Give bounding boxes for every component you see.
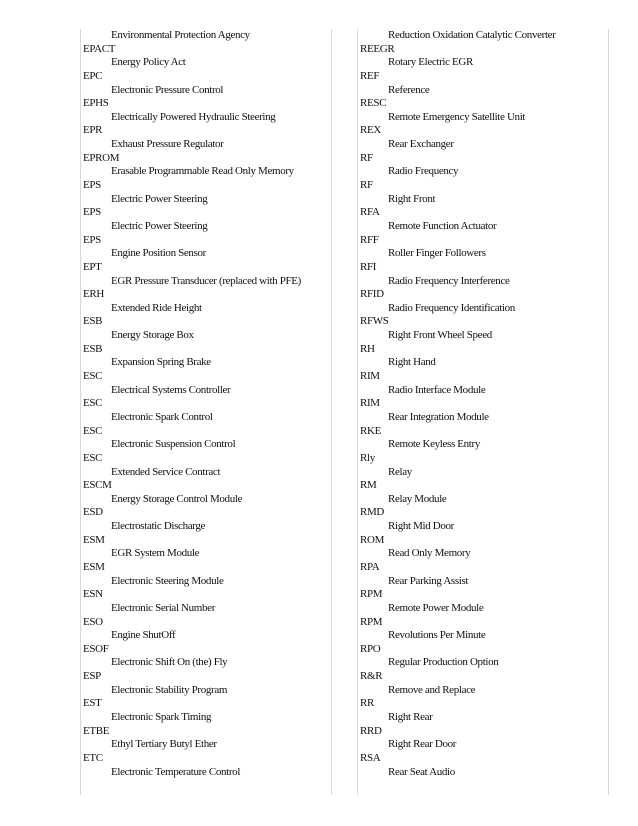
glossary-abbreviation: RPA — [360, 560, 380, 573]
glossary-abbreviation: RKE — [360, 424, 381, 437]
glossary-definition: Energy Policy Act — [111, 56, 186, 69]
glossary-definition: Electronic Stability Program — [111, 683, 228, 696]
glossary-definition: Energy Storage Control Module — [111, 492, 243, 505]
glossary-abbreviation: RM — [360, 479, 377, 492]
glossary-lines-right — [360, 29, 609, 779]
glossary-definition: Electric Power Steering — [111, 219, 208, 232]
glossary-abbreviation: RH — [360, 342, 375, 355]
glossary-definition: EGR Pressure Transducer (replaced with PFE) — [111, 274, 301, 287]
glossary-definition: Electronic Steering Module — [111, 574, 224, 587]
glossary-abbreviation: ESB — [83, 342, 103, 355]
glossary-abbreviation: RR — [360, 697, 374, 710]
glossary-definition: EGR System Module — [111, 547, 200, 560]
glossary-definition: Right Rear — [388, 711, 433, 724]
glossary-abbreviation: RPM — [360, 588, 383, 601]
glossary-definition: Electronic Pressure Control — [111, 83, 224, 96]
glossary-abbreviation: RFF — [360, 233, 379, 246]
glossary-definition: Radio Interface Module — [388, 383, 486, 396]
glossary-lines-left — [83, 29, 332, 779]
glossary-abbreviation: RF — [360, 179, 373, 192]
glossary-abbreviation: ESM — [83, 533, 105, 546]
glossary-definition: Remove and Replace — [388, 683, 476, 696]
glossary-abbreviation: ESCM — [83, 479, 112, 492]
glossary-definition: Remote Emergency Satellite Unit — [388, 110, 526, 123]
glossary-abbreviation: REX — [360, 124, 381, 137]
glossary-definition: Electronic Serial Number — [111, 601, 216, 614]
glossary-abbreviation: RFA — [360, 206, 380, 219]
glossary-definition: Remote Keyless Entry — [388, 438, 480, 451]
glossary-abbreviation: REF — [360, 69, 380, 82]
glossary-definition: Revolutions Per Minute — [388, 629, 486, 642]
glossary-definition: Radio Frequency Identification — [388, 301, 515, 314]
glossary-definition: Rotary Electric EGR — [388, 56, 473, 69]
glossary-definition: Electrostatic Discharge — [111, 520, 206, 533]
glossary-definition: Electronic Spark Control — [111, 410, 213, 423]
glossary-definition: Rear Parking Assist — [388, 574, 469, 587]
glossary-abbreviation: RF — [360, 151, 373, 164]
glossary-abbreviation: EPC — [83, 69, 103, 82]
glossary-abbreviation: RPO — [360, 642, 381, 655]
glossary-definition: Remote Function Actuator — [388, 219, 497, 232]
glossary-definition: Expansion Spring Brake — [111, 356, 211, 369]
glossary-abbreviation: ETC — [83, 751, 103, 764]
glossary-abbreviation: ESD — [83, 506, 103, 519]
glossary-definition: Engine Position Sensor — [111, 247, 206, 260]
glossary-abbreviation: EPS — [83, 233, 101, 246]
glossary-definition: Extended Service Contract — [111, 465, 221, 478]
glossary-definition: Extended Ride Height — [111, 301, 202, 314]
glossary-definition: Regular Production Option — [388, 656, 499, 669]
glossary-column-right — [357, 29, 609, 795]
glossary-definition: Right Hand — [388, 356, 436, 369]
glossary-abbreviation: RIM — [360, 397, 380, 410]
glossary-definition: Rear Exchanger — [388, 138, 454, 151]
glossary-definition: Right Front — [388, 192, 436, 205]
glossary-abbreviation: EPR — [83, 124, 103, 137]
glossary-abbreviation: R&R — [360, 670, 383, 683]
glossary-abbreviation: ESC — [83, 424, 103, 437]
glossary-abbreviation: RFI — [360, 260, 377, 273]
glossary-abbreviation: ESC — [83, 397, 103, 410]
glossary-abbreviation: RFWS — [360, 315, 389, 328]
glossary-definition: Relay — [388, 465, 412, 478]
glossary-definition: Electrically Powered Hydraulic Steering — [111, 110, 276, 123]
glossary-abbreviation: ESN — [83, 588, 103, 601]
glossary-definition: Ethyl Tertiary Butyl Ether — [111, 738, 217, 751]
glossary-abbreviation: EPHS — [83, 97, 109, 110]
glossary-definition: Rear Integration Module — [388, 410, 489, 423]
glossary-abbreviation: RFID — [360, 288, 384, 301]
glossary-definition: Electronic Shift On (the) Fly — [111, 656, 228, 669]
glossary-definition: Right Mid Door — [388, 520, 454, 533]
glossary-definition: Rear Seat Audio — [388, 765, 455, 778]
glossary-definition: Electronic Temperature Control — [111, 765, 241, 778]
glossary-abbreviation: Rly — [360, 451, 375, 464]
glossary-definition: Roller Finger Followers — [388, 247, 486, 260]
glossary-definition: Radio Frequency Interference — [388, 274, 510, 287]
glossary-definition: Electric Power Steering — [111, 192, 208, 205]
glossary-abbreviation: EPS — [83, 179, 101, 192]
glossary-abbreviation: RMD — [360, 506, 385, 519]
glossary-abbreviation: EPROM — [83, 151, 120, 164]
glossary-abbreviation: EPT — [83, 260, 102, 273]
glossary-abbreviation: RESC — [360, 97, 387, 110]
glossary-abbreviation: RIM — [360, 370, 380, 383]
glossary-definition: Reduction Oxidation Catalytic Converter — [388, 29, 556, 41]
glossary-definition: Environmental Protection Agency — [111, 29, 250, 41]
glossary-abbreviation: EST — [83, 697, 102, 710]
glossary-definition: Read Only Memory — [388, 547, 471, 560]
glossary-definition: Remote Power Module — [388, 601, 484, 614]
glossary-abbreviation: ESC — [83, 451, 103, 464]
glossary-abbreviation: ESOF — [83, 642, 109, 655]
glossary-definition: Electrical Systems Controller — [111, 383, 231, 396]
glossary-abbreviation: ESP — [83, 670, 101, 683]
glossary-abbreviation: ERH — [83, 288, 104, 301]
glossary-definition: Engine ShutOff — [111, 629, 176, 642]
glossary-definition: Energy Storage Box — [111, 329, 194, 342]
glossary-abbreviation: RPM — [360, 615, 383, 628]
glossary-abbreviation: ESB — [83, 315, 103, 328]
glossary-definition: Right Front Wheel Speed — [388, 329, 492, 342]
glossary-abbreviation: ESC — [83, 370, 103, 383]
glossary-definition: Electronic Suspension Control — [111, 438, 236, 451]
glossary-abbreviation: RRD — [360, 724, 382, 737]
glossary-definition: Erasable Programmable Read Only Memory — [111, 165, 294, 178]
glossary-column-left — [80, 29, 332, 795]
glossary-abbreviation: RSA — [360, 751, 381, 764]
glossary-abbreviation: EPACT — [83, 42, 116, 55]
glossary-abbreviation: ESO — [83, 615, 103, 628]
glossary-definition: Right Rear Door — [388, 738, 457, 751]
glossary-definition: Exhaust Pressure Regulator — [111, 138, 224, 151]
glossary-abbreviation: ROM — [360, 533, 385, 546]
glossary-abbreviation: ETBE — [83, 724, 110, 737]
glossary-abbreviation: ESM — [83, 560, 105, 573]
glossary-abbreviation: REEGR — [360, 42, 395, 55]
glossary-definition: Radio Frequency — [388, 165, 459, 178]
glossary-abbreviation: EPS — [83, 206, 101, 219]
glossary-definition: Relay Module — [388, 492, 447, 505]
glossary-definition: Electronic Spark Timing — [111, 711, 212, 724]
glossary-definition: Reference — [388, 83, 430, 96]
